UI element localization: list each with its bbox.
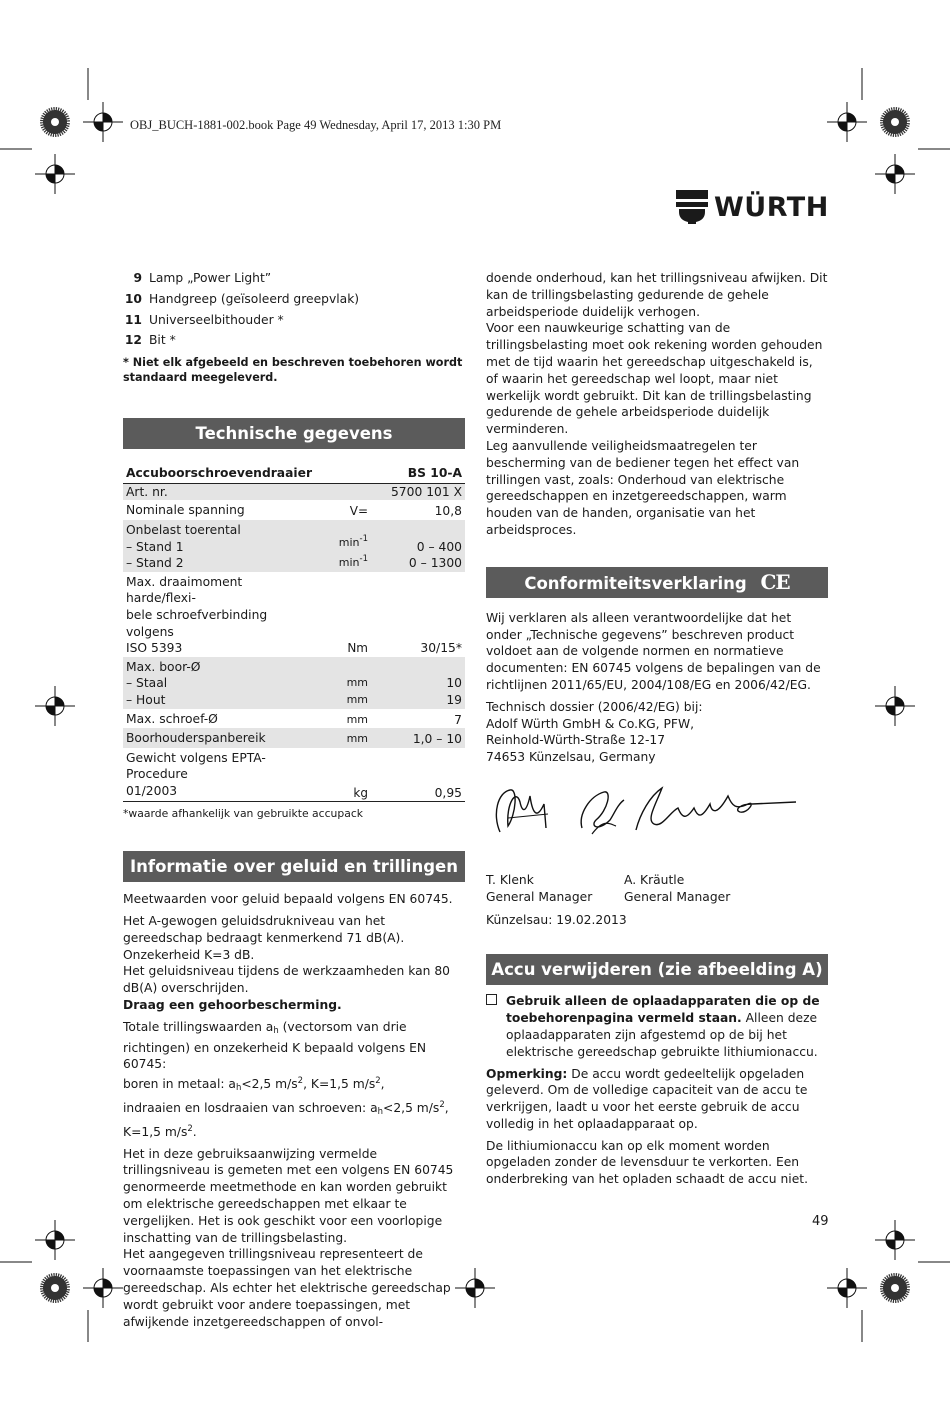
spec-row xyxy=(123,483,465,500)
drill-label: Max. boor-Ø xyxy=(126,659,201,674)
torque-line: ISO 5393 xyxy=(126,641,183,656)
battery-p2: De lithiumionaccu kan op elk moment worden opgeladen zonder de levensduur te verkorten. Een onderbreking van het opladen schaadt de accu niet. xyxy=(486,1138,809,1187)
conformity-p2: Technisch dossier (2006/42/EG) bij: xyxy=(486,699,703,714)
part-num: 11 xyxy=(124,312,142,327)
spec-value: 7 xyxy=(454,712,462,727)
part-text: Universeelbithouder * xyxy=(149,312,284,327)
spec-value: 0,95 xyxy=(371,748,465,802)
torque-line: bele schroefverbinding volgens xyxy=(126,607,268,639)
spec-label xyxy=(123,748,305,802)
drill-wood-value: 19 xyxy=(446,692,462,707)
conformity-title: Conformiteitsverklaring xyxy=(524,573,747,593)
spec-header-row xyxy=(123,463,465,483)
spec-label: Nominale spanning xyxy=(126,503,245,518)
conformity-p1: Wij verklaren als alleen verantwoordelijke dat het onder „Technische gegevens” beschreven product voldoet aan de volgende normen en normatieve documenten: EN 60745 volgens de bepalingen van de richtlijnen 2011/65/EU, 2004/108/EG en 2006/42/EG. xyxy=(486,610,821,692)
vibration-p3: Leg aanvullende veiligheidsmaatregelen ter bescherming van de bediener tegen het effect van trillingen vast, zoals: Onderhoud van elektrische gereedschappen en inzetgereedschappen, warm houden van de handen, organisatie van het arbeidsproces. xyxy=(486,438,800,537)
signer-role: General Manager xyxy=(624,889,731,904)
spec-value: 1,0 – 10 xyxy=(371,728,465,748)
logo-text: WÜRTH xyxy=(714,191,829,223)
speed-s2-label: – Stand 2 xyxy=(126,556,184,571)
spec-value: 30/15* xyxy=(420,641,462,656)
address-line: Adolf Würth GmbH & Co.KG, PFW, xyxy=(486,716,695,731)
speed-s2-value: 0 – 1300 xyxy=(408,556,462,571)
part-num: 12 xyxy=(124,333,142,348)
battery-item-bold: Gebruik alleen de oplaadapparaten die op de toebehorenpagina vermeld staan. xyxy=(506,994,820,1026)
parts-list xyxy=(123,270,465,349)
part-num: 10 xyxy=(124,291,142,306)
noise-p2a: Het A-gewogen geluidsdrukniveau van het gereedschap bedraagt kenmerkend 71 dB(A). Onzekerheid K=3 dB. xyxy=(123,914,405,962)
spec-value: 5700 101 X xyxy=(371,483,465,500)
battery-item-text: Alleen deze oplaadapparaten zijn afgestemd op de bij het elektrische gereedschap gebruikte lithiumionaccu. xyxy=(506,1011,818,1059)
drill-steel-value: 10 xyxy=(446,676,462,691)
drill-steel-label: – Staal xyxy=(126,676,168,691)
spec-row xyxy=(123,748,465,802)
part-text: Bit * xyxy=(149,333,176,348)
spec-value: 10,8 xyxy=(434,504,462,519)
signatures-image xyxy=(486,774,806,846)
spec-label: Max. schroef-Ø xyxy=(126,711,218,726)
spec-footnote: *waarde afhankelijk van gebruikte accupack xyxy=(123,807,364,821)
weight-line: 01/2003 xyxy=(126,783,178,798)
spec-unit: mm xyxy=(346,712,368,726)
left-column xyxy=(123,270,465,1335)
signers xyxy=(486,872,828,906)
speed-s1-label: – Stand 1 xyxy=(126,539,184,554)
spec-row xyxy=(123,657,465,709)
accessory-note: * Niet elk afgebeeld en beschreven toebehoren wordt standaard meegeleverd. xyxy=(123,356,463,385)
noise-section xyxy=(123,891,465,1330)
spec-row xyxy=(123,728,465,748)
drill-unit: mm xyxy=(346,692,368,706)
part-text: Handgreep (geïsoleerd greepvlak) xyxy=(149,291,360,306)
spec-unit xyxy=(305,520,371,572)
battery-banner: Accu verwijderen (zie afbeelding A) xyxy=(486,954,828,985)
spec-value xyxy=(371,520,465,572)
spec-label xyxy=(123,572,305,657)
noise-p2b: Het geluidsniveau tijdens de werkzaamheden kan 80 dB(A) overschrijden. xyxy=(123,964,450,996)
noise-p5: Het aangegeven trillingsniveau representeert de voornaamste toepassingen van het elektrische gereedschap. Als echter het elektrische gereedschap wordt gebruikt voor andere toepassingen, met afwijkende inzetgereedschappen of onvol- xyxy=(123,1247,451,1329)
noise-banner: Informatie over geluid en trillingen xyxy=(123,851,465,882)
noise-p1: Meetwaarden voor geluid bepaald volgens EN 60745. xyxy=(123,892,453,907)
part-num: 9 xyxy=(133,271,142,285)
spec-row xyxy=(123,709,465,729)
ce-mark: CE xyxy=(760,569,790,594)
signer-name: T. Klenk xyxy=(486,872,534,887)
speed-unit: min xyxy=(338,556,360,570)
spec-unit: V= xyxy=(349,504,368,519)
conformity-section xyxy=(486,610,828,929)
vibration-p2: Voor een nauwkeurige schatting van de trillingsbelasting moet ook rekening worden gehouden met de tijd waarin het gereedschap uitgeschakeld is, of waarin het gereedschap wel loopt, maar niet werkelijk wordt gebruikt. Dit kan de trillingsbelasting gedurende de gehele arbeidsperiode duidelijk verminderen. xyxy=(486,321,823,437)
spec-row xyxy=(123,520,465,572)
checkbox-icon xyxy=(486,993,506,1060)
conformity-banner xyxy=(486,567,828,598)
torque-line: Max. draaimoment harde/flexi- xyxy=(126,574,243,606)
address-line: 74653 Künzelsau, Germany xyxy=(486,750,656,765)
speed-s1-value: 0 – 400 xyxy=(416,539,462,554)
spec-label: Art. nr. xyxy=(123,483,305,500)
address-line: Reinhold-Würth-Straße 12-17 xyxy=(486,733,666,748)
noise-p4: Het in deze gebruiksaanwijzing vermelde trillingsniveau is gemeten met een volgens EN 60745 genormeerde meetmethode en kan worden gebruikt om elektrische gereedschappen met elkaar te vergelijken. Het is ook geschikt voor een voorlopige inschatting van de trillingsbelasting. xyxy=(123,1146,454,1245)
spec-label xyxy=(123,657,305,709)
spec-unit: mm xyxy=(305,728,371,748)
battery-item xyxy=(486,993,828,1060)
spec-table xyxy=(123,463,465,802)
print-header: OBJ_BUCH-1881-002.book Page 49 Wednesday, April 17, 2013 1:30 PM xyxy=(130,118,502,132)
noise-p2c: Draag een gehoorbescherming. xyxy=(123,998,342,1013)
tech-banner: Technische gegevens xyxy=(123,418,465,449)
battery-note xyxy=(486,1066,828,1133)
spec-row xyxy=(123,572,465,657)
speed-unit: min xyxy=(338,535,360,549)
vibration-p1: doende onderhoud, kan het trillingsniveau afwijken. Dit kan de trillingsbelasting gedurende de gehele arbeidsperiode duidelijk verhogen. xyxy=(486,271,828,319)
speed-exp: -1 xyxy=(359,533,368,544)
signer-role: General Manager xyxy=(486,889,593,904)
spec-unit xyxy=(305,657,371,709)
spec-value xyxy=(371,657,465,709)
wurth-logo-icon xyxy=(676,190,708,224)
page-number: 49 xyxy=(812,1214,829,1229)
speed-exp: -1 xyxy=(359,554,368,565)
battery-note-label: Opmerking: xyxy=(486,1066,568,1081)
conformity-date: Künzelsau: 19.02.2013 xyxy=(486,912,627,927)
right-column xyxy=(486,270,828,1193)
spec-label: Boorhouderspanbereik xyxy=(123,728,305,748)
spec-unit: kg xyxy=(305,748,371,802)
wurth-logo xyxy=(676,190,829,224)
spec-row xyxy=(123,500,465,520)
signer-name: A. Kräutle xyxy=(624,872,685,887)
speed-label: Onbelast toerental xyxy=(126,522,241,537)
battery-note-text: De accu wordt gedeeltelijk opgeladen geleverd. Om de volledige capaciteit van de accu te verkrijgen, laadt u voor het eerste gebruik de accu volledig in het oplaadapparaat op. xyxy=(486,1066,808,1131)
noise-p3: Totale trillingswaarden $a_h$ (vectorsom van drie richtingen) en onzekerheid K bepaald volgens EN 60745: boren in metaal: $a_h<2,5$ $m/s^2$, K=1,5 $m/s^2$, indraaien en losdraaien van schroeven: $a_h<2,5$ $m/s^2$, K=1,5 $m/s^2$. xyxy=(123,1019,449,1139)
spec-model: BS 10-A xyxy=(371,463,465,483)
spec-product-label: Accuboorschroevendraaier xyxy=(123,463,371,483)
weight-line: Gewicht volgens EPTA-Procedure xyxy=(126,750,266,782)
spec-unit: Nm xyxy=(347,641,368,656)
drill-unit: mm xyxy=(346,676,368,690)
spec-label xyxy=(123,520,305,572)
part-text: Lamp „Power Light” xyxy=(149,271,272,285)
battery-section xyxy=(486,993,828,1188)
drill-wood-label: – Hout xyxy=(126,692,166,707)
